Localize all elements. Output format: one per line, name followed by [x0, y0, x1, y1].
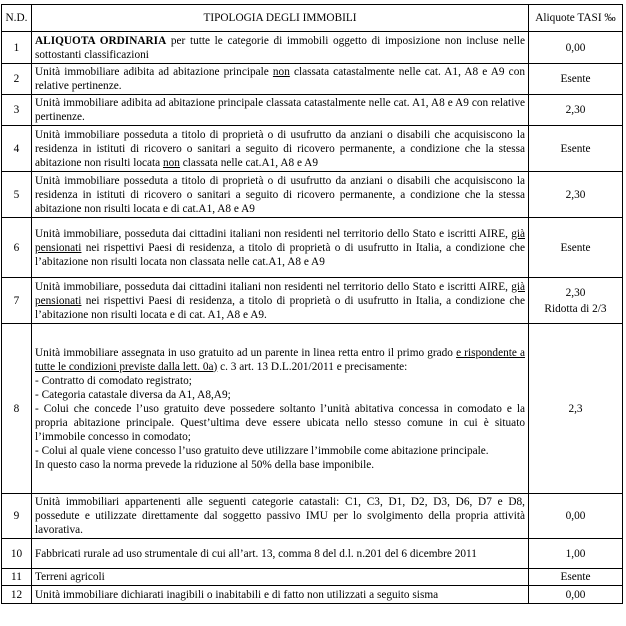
table-row	[2, 64, 623, 95]
description-text	[35, 347, 525, 373]
table-row	[2, 32, 623, 64]
aliquota-value: Esente	[560, 241, 591, 254]
row-number: 10	[2, 539, 32, 569]
row-description	[32, 95, 529, 126]
description-fragment: nei rispettivi Paesi di residenza, a titolo di proprietà o di usufrutto in Italia, a condizione che l’abitazione non risulti locata non classata nelle cat.A1, A8 e A9	[35, 241, 525, 268]
table-row	[2, 324, 623, 494]
description-text	[35, 228, 525, 268]
row-description	[32, 569, 529, 586]
aliquote-table	[1, 4, 623, 604]
row-number: 5	[2, 172, 32, 218]
row-aliquota	[529, 32, 623, 64]
description-fragment: già pensionati	[35, 280, 525, 307]
row-number: 8	[2, 324, 32, 494]
row-description	[32, 32, 529, 64]
row-aliquota	[529, 126, 623, 172]
row-description	[32, 172, 529, 218]
table-row	[2, 586, 623, 604]
row-number: 1	[2, 32, 32, 64]
description-text	[35, 281, 525, 321]
aliquota-value: 2,30	[565, 286, 586, 299]
table-row	[2, 569, 623, 586]
row-aliquota	[529, 494, 623, 539]
table-row	[2, 494, 623, 539]
header-nd: N.D.	[2, 5, 32, 32]
description-fragment: Unità immobiliari appartenenti alle seguenti categorie catastali: C1, C3, D1, D2, D3, D6, D7 e D8, possedute e utilizzate direttamente dal soggetto passivo IMU per lo svolgimento della propria attività lavorativa.	[35, 496, 525, 536]
description-list-item: In questo caso la norma prevede la riduzione al 50% della base imponibile.	[35, 458, 375, 471]
description-fragment: Unità immobiliare, posseduta dai cittadini italiani non residenti nel territorio dello Stato e iscritti AIRE,	[35, 227, 512, 240]
description-fragment: Fabbricati rurale ad uso strumentale di cui all’art. 13, comma 8 del d.l. n.201 del 6 dicembre 2011	[35, 547, 477, 560]
description-text	[35, 66, 525, 92]
table-row	[2, 126, 623, 172]
row-number: 2	[2, 64, 32, 95]
row-number: 6	[2, 218, 32, 278]
description-list-item: - Colui al quale viene concesso l’uso gratuito deve utilizzare l’immobile come abitazione principale.	[35, 444, 489, 457]
description-text	[35, 97, 525, 123]
aliquota-value: Esente	[560, 571, 591, 583]
row-number: 3	[2, 95, 32, 126]
row-aliquota	[529, 586, 623, 604]
description-list-item: - Colui che concede l’uso gratuito deve possedere soltanto l’unità abitativa concessa in comodato e la propria abitazione principale. Quest’ultima deve essere ubicata nello stesso comune in cui è situato l’immobile concesso in comodato;	[35, 402, 525, 443]
aliquota-value: 0,00	[565, 41, 586, 54]
aliquota-value: Esente	[560, 73, 591, 85]
description-fragment: classata catastalmente nelle cat. A1, A8 e A9 con relative pertinenze.	[35, 66, 525, 92]
row-description	[32, 218, 529, 278]
row-number: 11	[2, 569, 32, 586]
description-fragment: già pensionati	[35, 227, 525, 254]
description-fragment: non	[163, 156, 180, 169]
description-text	[35, 35, 525, 61]
document-page	[1, 4, 623, 604]
description-fragment: Unità immobiliare adibita ad abitazione principale	[35, 66, 273, 78]
row-description	[32, 494, 529, 539]
description-fragment: Unità immobiliare assegnata in uso gratuito ad un parente in linea retta entro il primo grado	[35, 346, 457, 359]
table-row	[2, 218, 623, 278]
table-row	[2, 95, 623, 126]
description-fragment: Unità immobiliare posseduta a titolo di proprietà o di usufrutto da anziani o disabili che acquisiscono la residenza in istituti di ricovero o sanitari a seguito di ricovero permanente, a condizione che la stessa abitazione non risulti locata	[35, 128, 525, 169]
description-fragment: Unità immobiliare, posseduta dai cittadini italiani non residenti nel territorio dello Stato e iscritti AIRE,	[35, 280, 512, 293]
description-text	[35, 175, 525, 215]
description-text	[35, 589, 438, 601]
description-fragment: Terreni agricoli	[35, 571, 105, 583]
aliquota-value: 2,30	[565, 188, 586, 201]
aliquota-note: Ridotta di 2/3	[544, 302, 607, 315]
description-list-item: - Categoria catastale diversa da A1, A8,A9;	[35, 388, 231, 401]
row-aliquota	[529, 95, 623, 126]
description-text	[35, 129, 525, 169]
header-tipologia: TIPOLOGIA DEGLI IMMOBILI	[32, 5, 529, 32]
row-description	[32, 586, 529, 604]
description-fragment: c. 3 art. 13 D.L.201/2011 e precisamente:	[217, 360, 408, 373]
row-aliquota	[529, 218, 623, 278]
row-aliquota	[529, 64, 623, 95]
table-body	[2, 32, 623, 604]
row-description	[32, 64, 529, 95]
description-text	[35, 571, 105, 583]
table-row	[2, 172, 623, 218]
aliquota-value: 2,3	[568, 402, 583, 415]
row-description	[32, 324, 529, 494]
description-fragment: ALIQUOTA ORDINARIA	[35, 34, 167, 47]
description-fragment: non	[272, 66, 290, 78]
row-number: 12	[2, 586, 32, 604]
row-description	[32, 278, 529, 324]
row-description	[32, 539, 529, 569]
table-header-row	[2, 5, 623, 32]
description-fragment: per tutte le categorie di immobili oggetto di imposizione non incluse nelle sottostanti classificazioni	[35, 34, 525, 61]
description-fragment: Unità immobiliare posseduta a titolo di proprietà o di usufrutto da anziani o disabili che acquisiscono la residenza in istituti di ricovero o sanitari a seguito di ricovero permanente, a condizione che la stessa abitazione non risulti locata e di cat.A1, A8 e A9	[35, 174, 525, 215]
aliquota-value: 0,00	[565, 510, 586, 522]
description-fragment: e rispondente a tutte le condizioni previste dalla lett. 0a)	[35, 346, 526, 373]
row-description	[32, 126, 529, 172]
row-aliquota	[529, 539, 623, 569]
description-fragment: Unità immobiliare adibita ad abitazione principale classata catastalmente nelle cat. A1, A8 e A9 con relative pertinenze.	[35, 97, 525, 123]
table-row	[2, 539, 623, 569]
description-list-item: - Contratto di comodato registrato;	[35, 374, 192, 387]
description-text	[35, 548, 477, 560]
description-fragment: Unità immobiliare dichiarati inagibili o inabitabili e di fatto non utilizzati a seguito sisma	[35, 588, 439, 601]
header-aliquote: Aliquote TASI ‰	[529, 5, 623, 32]
description-fragment: classata nelle cat.A1, A8 e A9	[179, 156, 318, 169]
aliquota-value: Esente	[560, 142, 591, 155]
row-aliquota	[529, 569, 623, 586]
table-row	[2, 278, 623, 324]
row-number: 9	[2, 494, 32, 539]
aliquota-value: 0,00	[565, 588, 586, 601]
row-aliquota	[529, 172, 623, 218]
row-number: 7	[2, 278, 32, 324]
description-text	[35, 496, 525, 536]
aliquota-value: 2,30	[565, 104, 586, 116]
row-aliquota	[529, 278, 623, 324]
row-number: 4	[2, 126, 32, 172]
description-fragment: nei rispettivi Paesi di residenza, a titolo di proprietà o di usufrutto in Italia, a condizione che l’abitazione non risulti locata e di cat. A1, A8 e A9.	[35, 294, 525, 321]
row-aliquota	[529, 324, 623, 494]
aliquota-value: 1,00	[565, 547, 586, 560]
